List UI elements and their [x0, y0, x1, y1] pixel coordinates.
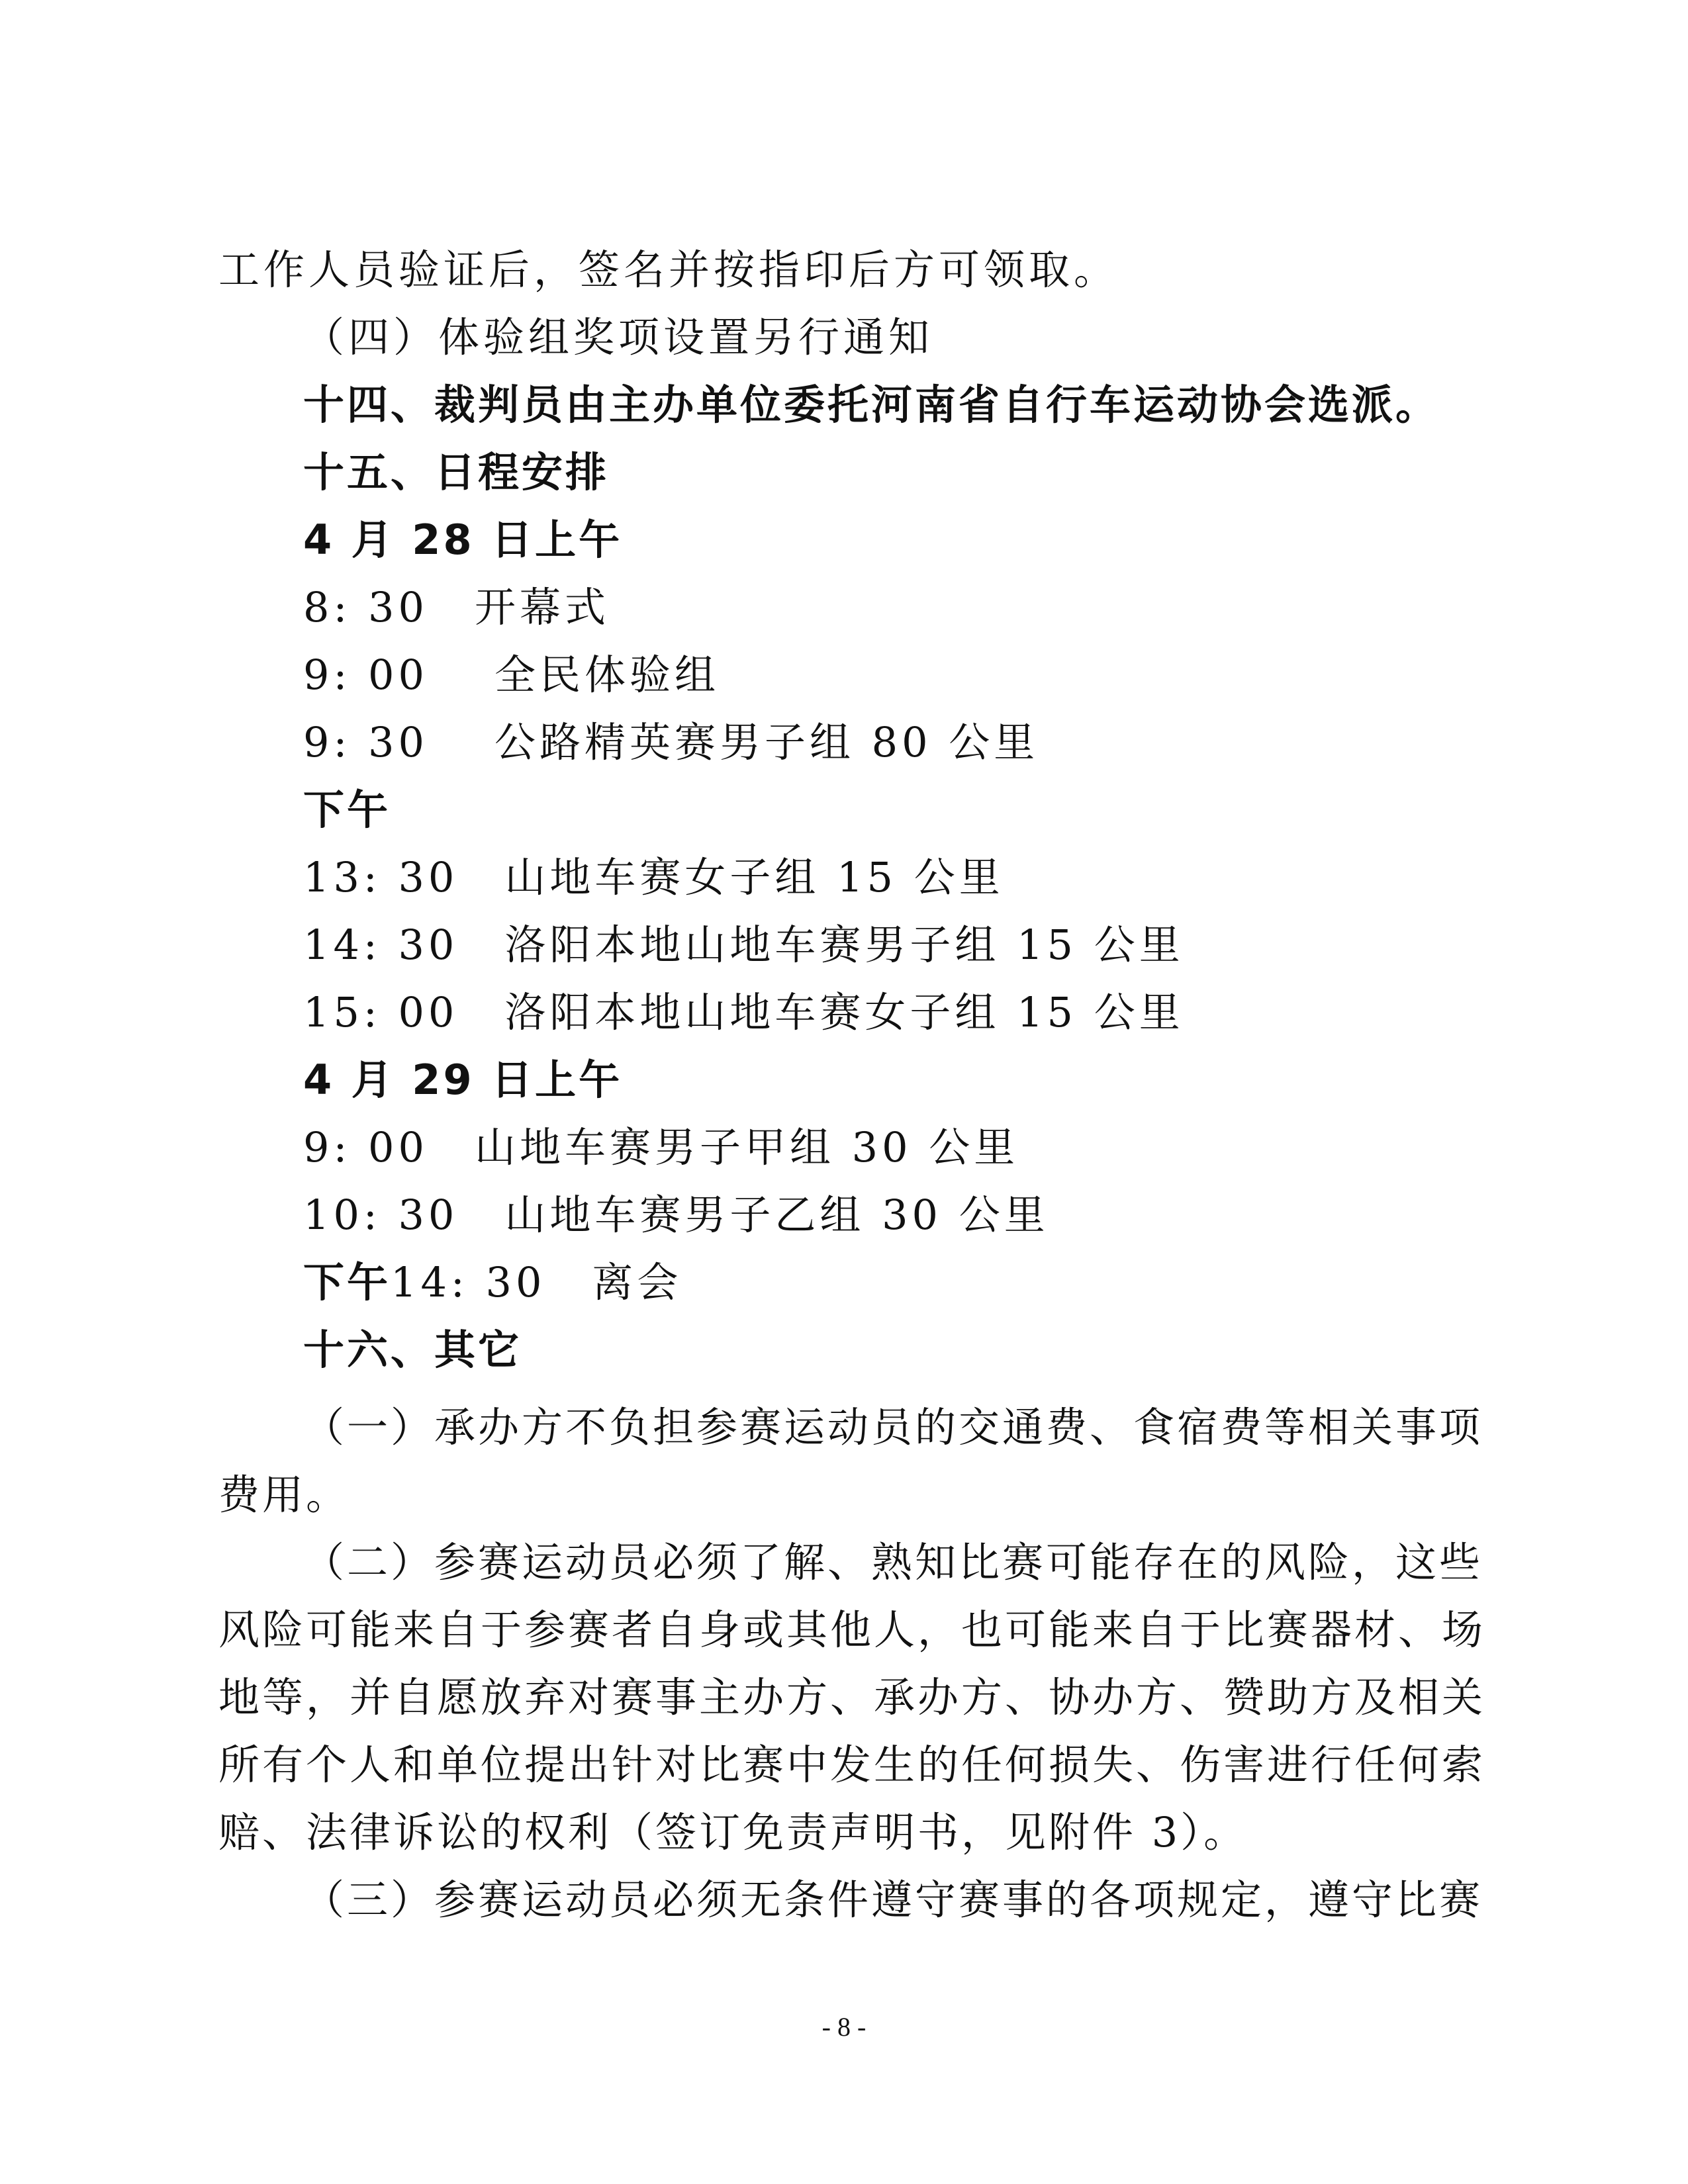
schedule-event: 洛阳本地山地车赛女子组 15 公里: [504, 988, 1184, 1036]
schedule-event: 全民体验组: [494, 651, 720, 699]
schedule-event: 公路精英赛男子组 80 公里: [494, 718, 1039, 766]
section-heading-14: 十四、裁判员由主办单位委托河南省自行车运动协会选派。: [303, 381, 1440, 429]
section-heading-15: 十五、日程安排: [303, 448, 610, 496]
schedule-item: [303, 651, 720, 699]
schedule-date-heading: 4 月 29 日上午: [303, 1056, 623, 1104]
schedule-item: [303, 1191, 1049, 1239]
schedule-time: 14: 30: [391, 1258, 546, 1306]
schedule-event: 山地车赛男子甲组 30 公里: [474, 1123, 1019, 1171]
schedule-time: 8: 30: [303, 583, 428, 631]
schedule-time: 13: 30: [303, 853, 459, 901]
schedule-time: 9: 30: [303, 718, 428, 766]
schedule-item: [303, 854, 1004, 901]
paragraph-2: （二）参赛运动员必须了解、熟知比赛可能存在的风险，这些风险可能来自于参赛者自身或其他人，也可能来自于比赛器材、场地等，并自愿放弃对赛事主办方、承办方、协办方、赞助方及相关所有个人和单位提出针对比赛中发生的任何损失、伤害进行任何索赔、法律诉讼的权利（签订免责声明书，见附件 3）。: [218, 1538, 1486, 1856]
section-heading-16: 十六、其它: [303, 1326, 522, 1374]
schedule-period-heading: 下午: [303, 786, 391, 834]
schedule-event: 山地车赛女子组 15 公里: [504, 853, 1004, 901]
schedule-item: [303, 719, 1039, 766]
schedule-event: 山地车赛男子乙组 30 公里: [504, 1191, 1049, 1239]
schedule-date-heading: 4 月 28 日上午: [303, 516, 623, 564]
schedule-time: 14: 30: [303, 921, 459, 969]
schedule-event: 开幕式: [474, 583, 610, 631]
schedule-time: 9: 00: [303, 651, 428, 699]
schedule-period-label: 下午: [303, 1258, 391, 1306]
schedule-item: [303, 584, 610, 631]
schedule-time: 9: 00: [303, 1123, 428, 1171]
schedule-time: 15: 00: [303, 988, 459, 1036]
text-line: 工作人员验证后，签名并按指印后方可领取。: [218, 246, 1119, 294]
schedule-event: 洛阳本地山地车赛男子组 15 公里: [504, 921, 1184, 969]
paragraph-3: （三）参赛运动员必须无条件遵守赛事的各项规定，遵守比赛: [303, 1876, 1483, 1924]
schedule-item: [303, 989, 1184, 1036]
schedule-event: 离会: [592, 1258, 682, 1306]
schedule-time: 10: 30: [303, 1191, 459, 1239]
page-number: - 8 -: [821, 2012, 867, 2042]
schedule-item: [303, 1259, 682, 1306]
paragraph-1: （一）承办方不负担参赛运动员的交通费、食宿费等相关事项费用。: [218, 1403, 1483, 1519]
schedule-item: [303, 1124, 1019, 1171]
schedule-item: [303, 921, 1184, 969]
text-line: （四）体验组奖项设置另行通知: [303, 313, 934, 361]
